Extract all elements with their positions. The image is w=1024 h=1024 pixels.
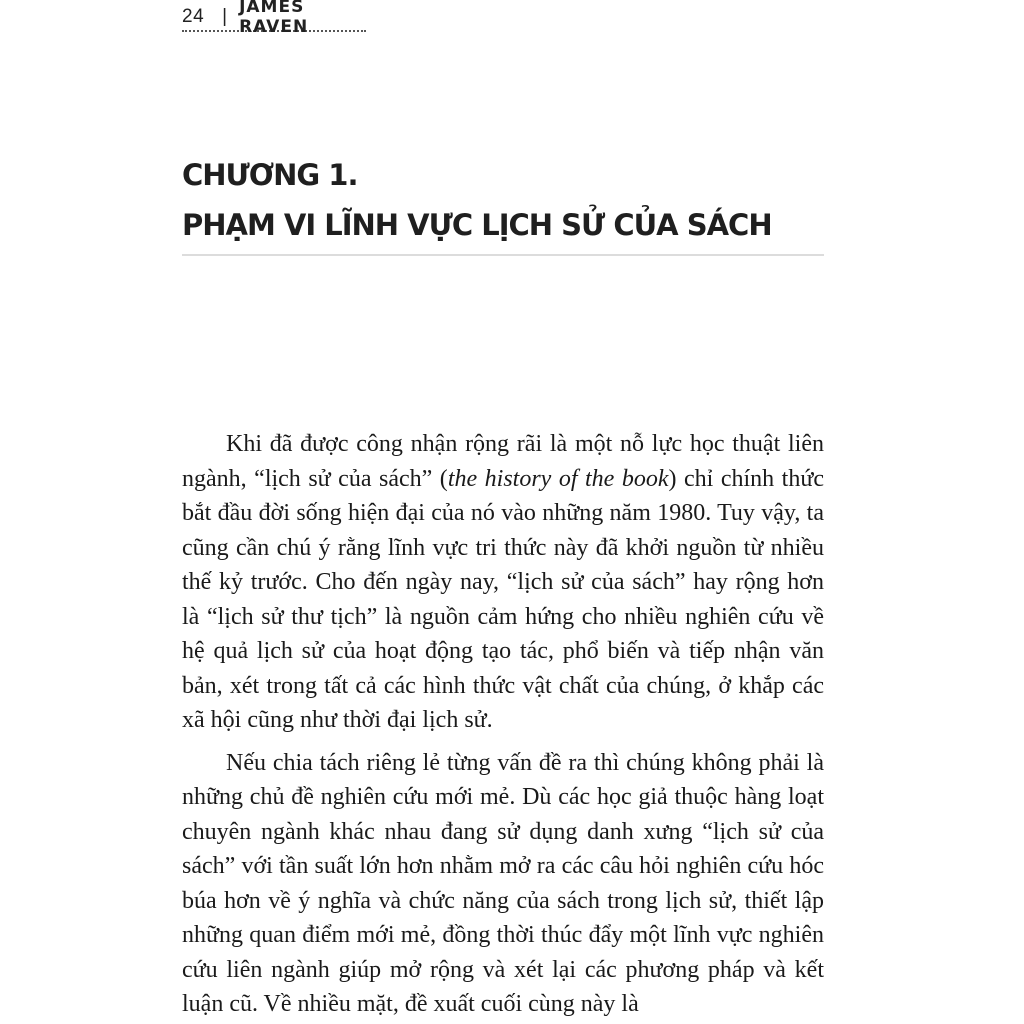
paragraph-2: Nếu chia tách riêng lẻ từng vấn đề ra thì chúng không phải là những chủ đề nghiên cứu mới mẻ. Dù các học giả thuộc hàng loạt chuyên ngành khác nhau đang sử dụng danh xưng “lịch sử của sách” với tần suất lớn hơn nhằm mở ra các câu hỏi nghiên cứu hóc búa hơn về ý nghĩa và chức năng của sách trong lịch sử, thiết lập những quan điểm mới mẻ, đồng thời thúc đẩy một lĩnh vực nghiên cứu liên ngành giúp mở rộng và xét lại các phương pháp và kết luận cũ. Về nhiều mặt, đề xuất cuối cùng này là <box>182 749 824 1017</box>
page-number: 24 <box>182 6 205 27</box>
paragraph-1-start: Khi đã được công nhận rộng rãi là một nỗ lực học thuật liên ngành, “lịch sử của sách” ( <box>182 431 824 492</box>
paragraph-1 <box>182 427 824 738</box>
chapter-heading <box>182 150 824 256</box>
paragraph-1-italic: the history of the book <box>447 465 669 492</box>
chapter-number: CHƯƠNG 1. <box>182 158 358 192</box>
header-separator: | <box>222 6 228 27</box>
running-head <box>182 0 366 37</box>
body-text <box>182 427 824 1022</box>
chapter-rule <box>182 254 824 256</box>
author-name: JAMES RAVEN <box>239 0 309 37</box>
paragraph-1-end: ) chỉ chính thức bắt đầu đời sống hiện đại của nó vào những năm 1980. Tuy vậy, ta cũng cần chú ý rằng lĩnh vực tri thức này đã khởi nguồn từ nhiều thế kỷ trước. Cho đến ngày nay, “lịch sử của sách” hay rộng hơn là “lịch sử thư tịch” là nguồn cảm hứng cho nhiều nghiên cứu về hệ quả lịch sử của hoạt động tạo tác, phổ biến và tiếp nhận văn bản, xét trong tất cả các hình thức vật chất của chúng, ở khắp các xã hội cũng như thời đại lịch sử. <box>182 465 825 733</box>
chapter-title: PHẠM VI LĨNH VỰC LỊCH SỬ CỦA SÁCH <box>182 208 772 242</box>
